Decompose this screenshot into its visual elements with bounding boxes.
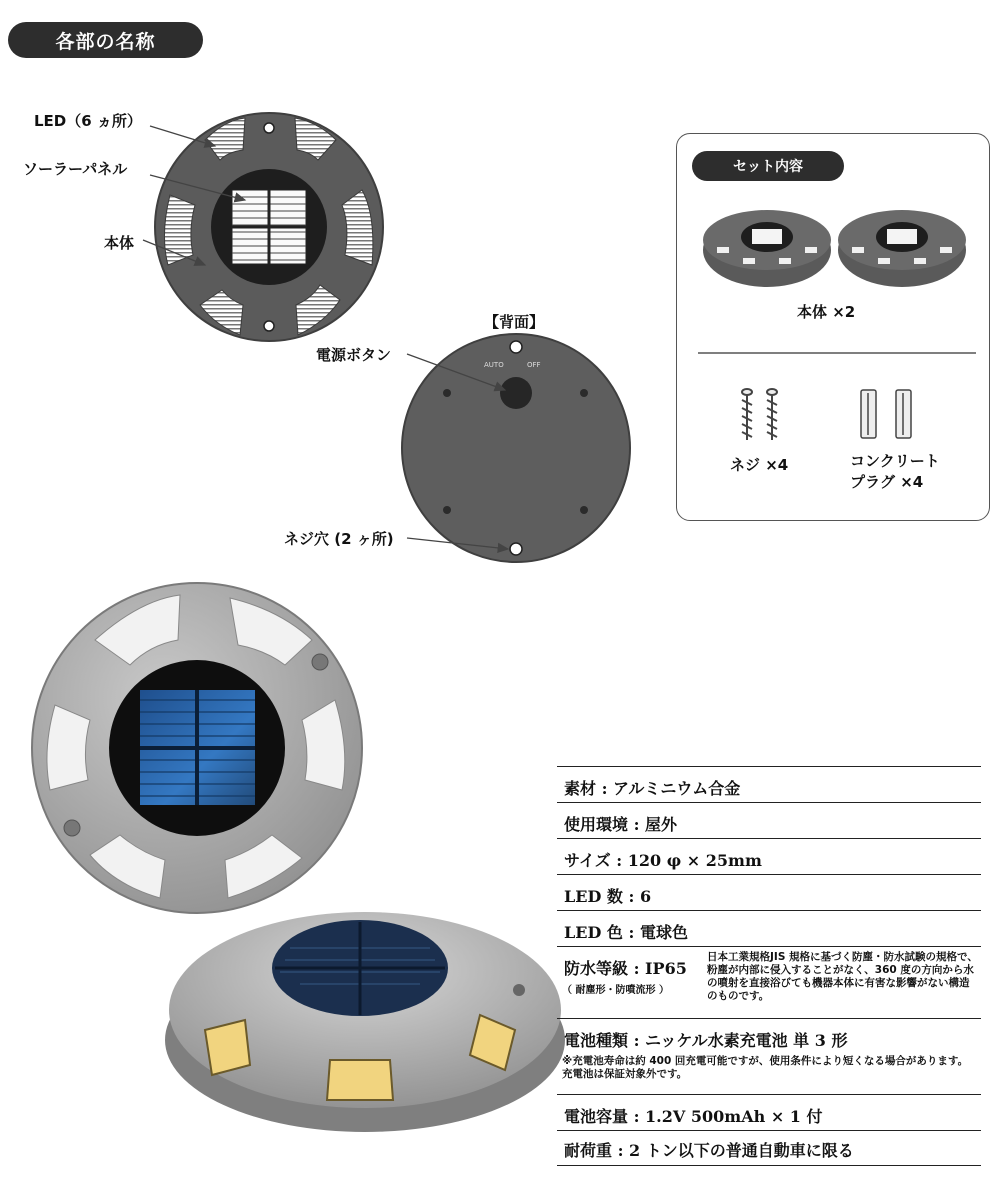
switch-off-label: OFF (527, 361, 541, 369)
spec-row-battery-type (557, 1018, 981, 1094)
label-led: LED（6 ヵ所） (34, 112, 142, 130)
switch-auto-label: AUTO (484, 361, 504, 369)
spec-battery-type: 電池種類 : ニッケル水素充電池 単 3 形 (564, 1031, 848, 1050)
spec-capacity: 電池容量 : 1.2V 500mAh × 1 付 (564, 1107, 823, 1126)
spec-battery-note: ※充電池寿命は約 400 回充電可能ですが、使用条件により短くなる場合があります。充電池は保証対象外です。 (562, 1055, 969, 1080)
spec-size: サイズ : 120 φ × 25mm (564, 851, 762, 870)
spec-waterproof-note: 日本工業規格JIS 規格に基づく防塵・防水試験の規格で、粉塵が内部に侵入することがなく、360 度の方向から水の噴射を直接浴びても機器本体に有害な影響がない構造のものです。 (707, 951, 978, 1002)
spec-table (557, 766, 981, 1166)
label-screw-hole: ネジ穴 (2 ヶ所) (284, 530, 394, 548)
spec-led-color: LED 色 : 電球色 (564, 923, 688, 942)
spec-row-material (557, 766, 981, 802)
set-plug-label-2: プラグ ×4 (850, 473, 924, 491)
spec-waterproof-sub: （ 耐塵形・防噴流形 ） (562, 985, 669, 996)
spec-row-led-count (557, 874, 981, 910)
spec-row-size (557, 838, 981, 874)
spec-row-led-color (557, 910, 981, 946)
spec-load: 耐荷重 : 2 トン以下の普通自動車に限る (564, 1141, 854, 1160)
set-contents-title: セット内容 (692, 151, 844, 181)
spec-material: 素材 : アルミニウム合金 (564, 779, 741, 798)
spec-row-capacity (557, 1094, 981, 1130)
label-power-button: 電源ボタン (316, 346, 392, 364)
spec-row-waterproof (557, 946, 981, 1018)
label-body: 本体 (104, 234, 135, 252)
set-screw-label: ネジ ×4 (730, 456, 789, 474)
spec-waterproof: 防水等級 : IP65 (564, 959, 687, 978)
label-back: 【背面】 (484, 313, 545, 331)
label-solar-panel: ソーラーパネル (23, 160, 128, 178)
spec-led-count: LED 数 : 6 (564, 887, 652, 906)
spec-environment: 使用環境 : 屋外 (564, 815, 678, 834)
set-body-label: 本体 ×2 (797, 303, 856, 321)
set-plug-label-1: コンクリート (850, 452, 940, 470)
section-title: 各部の名称 (8, 22, 203, 58)
spec-row-environment (557, 802, 981, 838)
spec-row-load (557, 1130, 981, 1166)
